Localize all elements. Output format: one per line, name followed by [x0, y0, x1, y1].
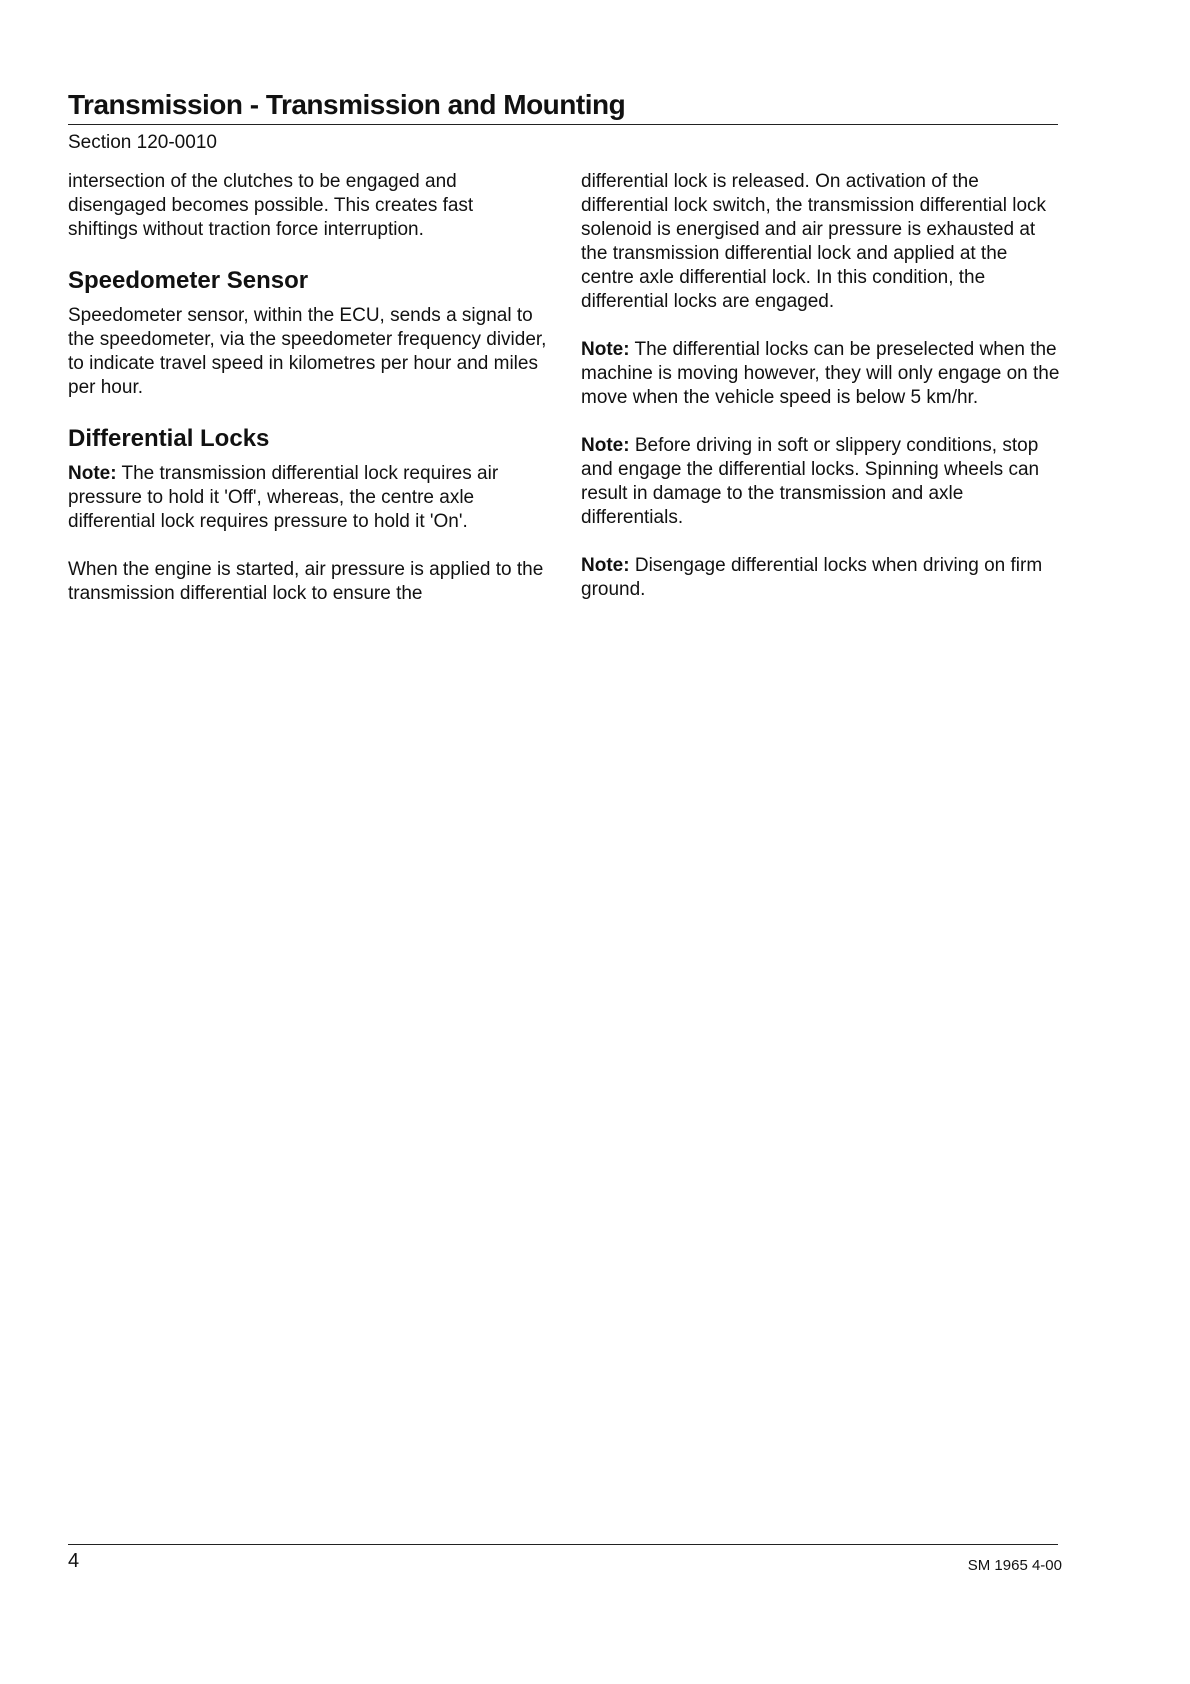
note-text: Disengage differential locks when driving on firm ground. [581, 555, 1043, 600]
note-text: The transmission differential lock requires air pressure to hold it 'Off', whereas, the centre axle differential lock requires pressure to hold it 'On'. [68, 463, 499, 532]
speedometer-sensor-paragraph: Speedometer sensor, within the ECU, sends a signal to the speedometer, via the speedometer frequency divider, to indicate travel speed in kilometres per hour and miles per hour. [68, 305, 547, 398]
firm-ground-note [581, 554, 1061, 602]
differential-locks-paragraph: When the engine is started, air pressure is applied to the transmission differential lock to ensure the [68, 559, 544, 604]
soft-ground-note [581, 434, 1061, 530]
note-label: Note: [581, 339, 630, 360]
differential-locks-heading: Differential Locks [68, 425, 270, 452]
page-number: 4 [68, 1550, 80, 1572]
note-label: Note: [68, 463, 117, 484]
document-code: SM 1965 4-00 [967, 1557, 1062, 1574]
preselect-note [581, 338, 1061, 410]
right-column [581, 170, 1061, 626]
left-column [68, 170, 548, 630]
note-text: The differential locks can be preselected when the machine is moving however, they will only engage on the move when the vehicle speed is below 5 km/hr. [581, 339, 1060, 408]
footer-divider [68, 1544, 1058, 1545]
continuation-paragraph: differential lock is released. On activation of the differential lock switch, the transmission differential lock solenoid is energised and air pressure is exhausted at the transmission differential lock and applied at the centre axle differential lock. In this condition, the differential locks are engaged. [581, 171, 1047, 312]
section-reference: Section 120-0010 [68, 132, 217, 153]
page-title: Transmission - Transmission and Mounting [68, 88, 1058, 125]
note-label: Note: [581, 435, 630, 456]
differential-locks-note [68, 462, 548, 534]
speedometer-sensor-heading: Speedometer Sensor [68, 267, 309, 294]
note-text: Before driving in soft or slippery conditions, stop and engage the differential locks. Spinning wheels can result in damage to the transmission and axle differentials. [581, 435, 1040, 528]
intro-paragraph: intersection of the clutches to be engaged and disengaged becomes possible. This creates fast shiftings without traction force interruption. [68, 171, 474, 240]
note-label: Note: [581, 555, 630, 576]
